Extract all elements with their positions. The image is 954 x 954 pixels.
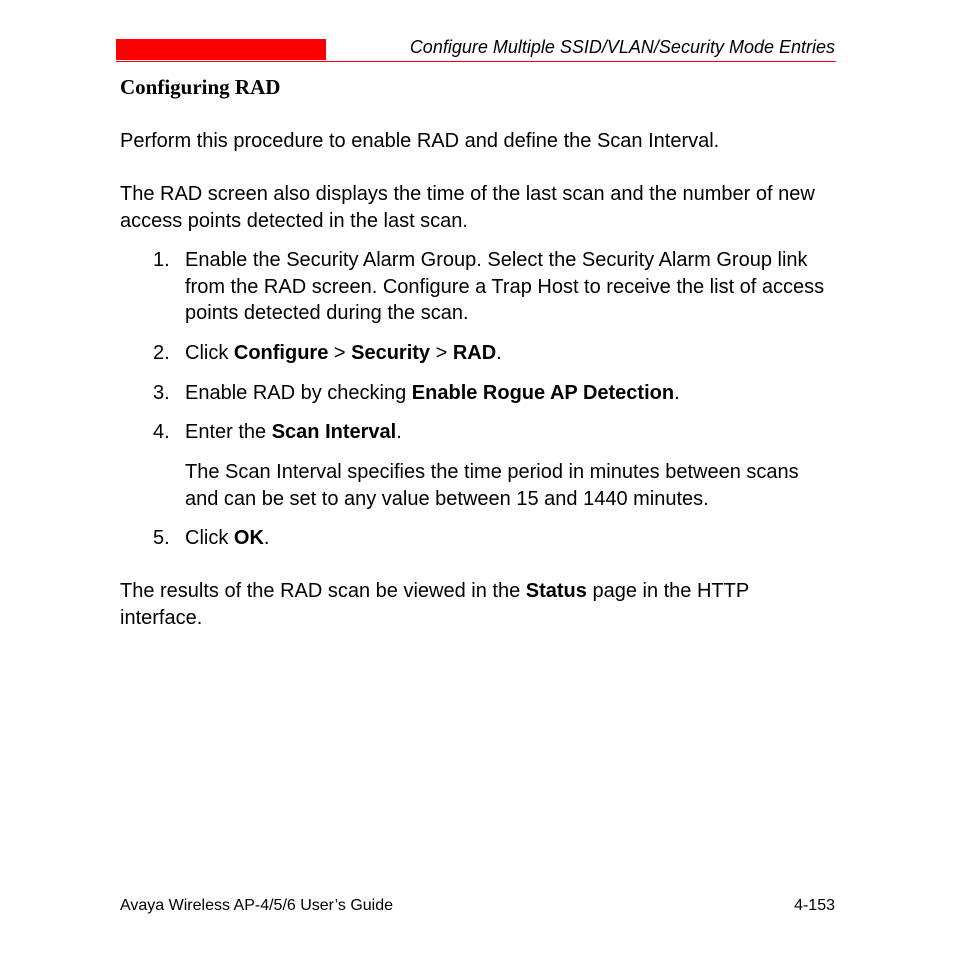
header-accent-bar	[116, 39, 326, 60]
step-3	[153, 380, 836, 407]
step-text: Enable the Security Alarm Group. Select the Security Alarm Group link from the RAD screen. Configure a Trap Host to receive the list of access points detected during the scan.	[185, 249, 825, 324]
step-number: 5.	[153, 527, 170, 549]
intro-paragraph-1: Perform this procedure to enable RAD and define the Scan Interval.	[120, 130, 720, 152]
menu-security: Security	[351, 342, 431, 364]
step-text: Enter the Scan Interval.	[185, 421, 402, 443]
field-scan-interval: Scan Interval	[271, 421, 397, 443]
footer-page-number: 4-153	[794, 897, 835, 914]
step-number: 2.	[153, 342, 170, 364]
intro-paragraph-2: The RAD screen also displays the time of the last scan and the number of new access points detected in the last scan.	[120, 183, 815, 232]
step-5	[153, 525, 836, 552]
chapter-title: Configure Multiple SSID/VLAN/Security Mode Entries	[409, 37, 835, 57]
step-4-note: The Scan Interval specifies the time period in minutes between scans and can be set to any value between 15 and 1440 minutes.	[185, 461, 799, 510]
button-ok: OK	[233, 527, 264, 549]
footer-guide-title: Avaya Wireless AP-4/5/6 User’s Guide	[120, 897, 394, 914]
status-page-label: Status	[525, 580, 587, 602]
section-title: Configuring RAD	[120, 75, 281, 99]
step-number: 1.	[153, 249, 170, 271]
step-1	[153, 247, 836, 327]
option-enable-rogue-ap-detection: Enable Rogue AP Detection	[411, 382, 675, 404]
closing-paragraph: The results of the RAD scan be viewed in the Status page in the HTTP interface.	[120, 580, 749, 629]
step-text: Enable RAD by checking Enable Rogue AP Detection.	[185, 382, 680, 404]
header-rule	[116, 61, 836, 62]
step-4	[153, 419, 836, 446]
menu-rad: RAD	[452, 342, 497, 364]
step-number: 4.	[153, 421, 170, 443]
step-2	[153, 340, 836, 367]
menu-configure: Configure	[233, 342, 329, 364]
step-number: 3.	[153, 382, 170, 404]
step-text: Click Configure > Security > RAD.	[185, 342, 502, 364]
step-text: Click OK.	[185, 527, 270, 549]
